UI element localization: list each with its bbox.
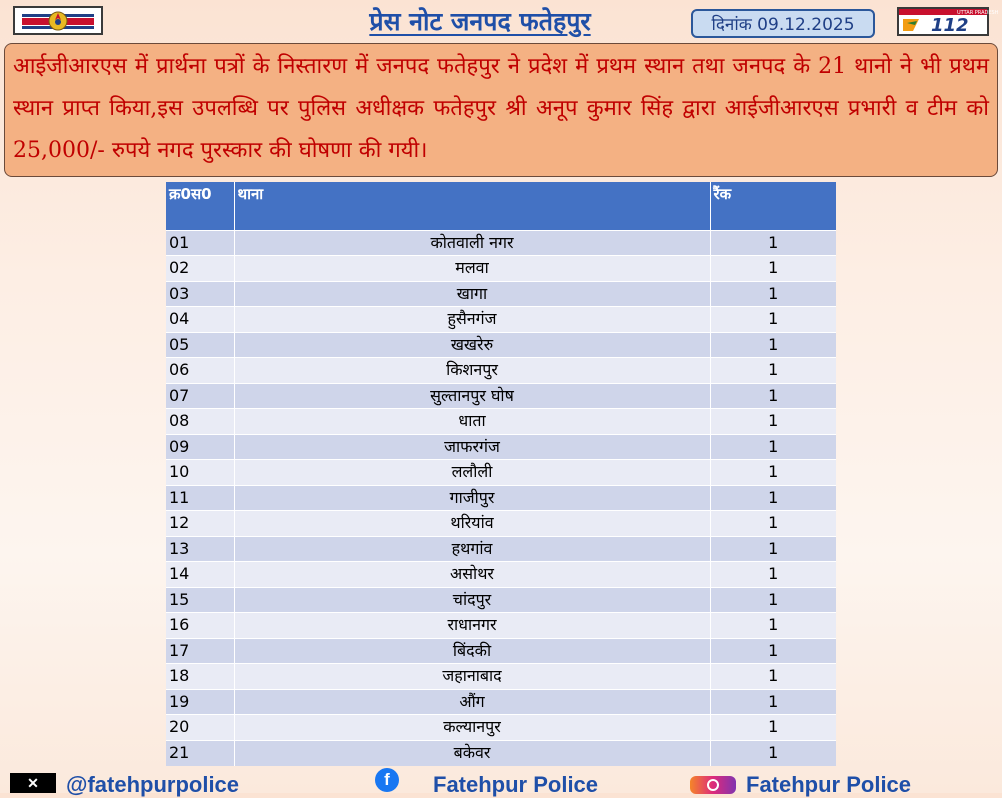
header-rank: रैंक (710, 182, 836, 230)
row-serial: 20 (166, 715, 234, 741)
row-serial: 03 (166, 281, 234, 307)
table-row (166, 460, 836, 486)
row-rank: 1 (710, 511, 836, 537)
table-row (166, 358, 836, 384)
instagram-icon (690, 776, 736, 796)
instagram-name: Fatehpur Police (746, 772, 912, 797)
rank-table-container (166, 182, 836, 766)
row-serial: 13 (166, 536, 234, 562)
table-row (166, 613, 836, 639)
row-rank: 1 (710, 587, 836, 613)
row-serial: 17 (166, 638, 234, 664)
row-station: कोतवाली नगर (234, 230, 710, 256)
facebook-link[interactable] (364, 772, 598, 798)
row-serial: 18 (166, 664, 234, 690)
table-row (166, 409, 836, 435)
facebook-icon: f (364, 772, 410, 792)
row-station: जाफरगंज (234, 434, 710, 460)
logo-caption: UTTAR PRADESH (957, 10, 999, 16)
row-serial: 14 (166, 562, 234, 588)
row-serial: 06 (166, 358, 234, 384)
rank-table (166, 182, 836, 766)
row-serial: 15 (166, 587, 234, 613)
row-serial: 10 (166, 460, 234, 486)
row-station: जहानाबाद (234, 664, 710, 690)
page-title: प्रेस नोट जनपद फतेहपुर (369, 7, 591, 36)
footer (0, 770, 1002, 797)
table-row (166, 230, 836, 256)
twitter-handle: @fatehpurpolice (66, 772, 240, 797)
table-row (166, 511, 836, 537)
twitter-link[interactable] (10, 772, 239, 798)
facebook-name: Fatehpur Police (433, 772, 599, 797)
row-rank: 1 (710, 740, 836, 766)
row-serial: 02 (166, 256, 234, 282)
row-rank: 1 (710, 460, 836, 486)
table-row (166, 638, 836, 664)
row-station: हुसैनगंज (234, 307, 710, 333)
row-rank: 1 (710, 409, 836, 435)
table-row (166, 256, 836, 282)
row-station: मलवा (234, 256, 710, 282)
row-serial: 09 (166, 434, 234, 460)
instagram-link[interactable] (690, 772, 911, 798)
table-row (166, 740, 836, 766)
row-station: ललौली (234, 460, 710, 486)
row-rank: 1 (710, 434, 836, 460)
row-rank: 1 (710, 332, 836, 358)
row-station: किशनपुर (234, 358, 710, 384)
table-row (166, 562, 836, 588)
row-station: चांदपुर (234, 587, 710, 613)
row-station: धाता (234, 409, 710, 435)
row-serial: 04 (166, 307, 234, 333)
row-serial: 21 (166, 740, 234, 766)
row-serial: 07 (166, 383, 234, 409)
row-rank: 1 (710, 256, 836, 282)
table-row (166, 664, 836, 690)
row-station: थरियांव (234, 511, 710, 537)
row-rank: 1 (710, 715, 836, 741)
logo-number: 112 (931, 15, 969, 36)
row-rank: 1 (710, 613, 836, 639)
table-row (166, 434, 836, 460)
row-station: गाजीपुर (234, 485, 710, 511)
row-rank: 1 (710, 358, 836, 384)
table-header-row (166, 182, 836, 230)
table-row (166, 281, 836, 307)
table-row (166, 536, 836, 562)
row-station: कल्यानपुर (234, 715, 710, 741)
row-station: सुल्तानपुर घोष (234, 383, 710, 409)
row-rank: 1 (710, 664, 836, 690)
up-police-emblem-icon (13, 6, 103, 35)
header-station: थाना (234, 182, 710, 230)
row-station: खागा (234, 281, 710, 307)
row-station: हथगांव (234, 536, 710, 562)
row-rank: 1 (710, 230, 836, 256)
row-station: बिंदकी (234, 638, 710, 664)
row-rank: 1 (710, 638, 836, 664)
table-row (166, 332, 836, 358)
table-row (166, 587, 836, 613)
row-serial: 12 (166, 511, 234, 537)
row-station: बकेवर (234, 740, 710, 766)
header (0, 0, 1002, 42)
row-rank: 1 (710, 562, 836, 588)
row-station: औंग (234, 689, 710, 715)
row-rank: 1 (710, 383, 836, 409)
table-row (166, 383, 836, 409)
row-rank: 1 (710, 536, 836, 562)
row-serial: 01 (166, 230, 234, 256)
row-rank: 1 (710, 485, 836, 511)
row-serial: 05 (166, 332, 234, 358)
row-serial: 08 (166, 409, 234, 435)
row-rank: 1 (710, 281, 836, 307)
table-row (166, 485, 836, 511)
table-body (166, 230, 836, 766)
row-station: खखरेरु (234, 332, 710, 358)
table-row (166, 689, 836, 715)
row-serial: 19 (166, 689, 234, 715)
row-rank: 1 (710, 307, 836, 333)
row-serial: 11 (166, 485, 234, 511)
header-serial: क्र0स0 (166, 182, 234, 230)
table-row (166, 307, 836, 333)
table-row (166, 715, 836, 741)
announcement-box: आईजीआरएस में प्रार्थना पत्रों के निस्तारण में जनपद फतेहपुर ने प्रदेश में प्रथम स्थान तथा जनपद के 21 थानो ने भी प्रथम स्थान प्राप्त किया,इस उपलब्धि पर पुलिस अधीक्षक फतेहपुर श्री अनूप कुमार सिंह द्वारा आईजीआरएस प्रभारी व टीम को 25,000/- रुपये नगद पुरस्कार की घोषणा की गयी। (4, 43, 998, 177)
row-station: राधानगर (234, 613, 710, 639)
date-badge: दिनांक 09.12.2025 (691, 9, 875, 38)
row-rank: 1 (710, 689, 836, 715)
row-station: असोथर (234, 562, 710, 588)
up-112-emergency-logo-icon (897, 7, 999, 36)
row-serial: 16 (166, 613, 234, 639)
x-twitter-icon: ✕ (10, 773, 56, 793)
